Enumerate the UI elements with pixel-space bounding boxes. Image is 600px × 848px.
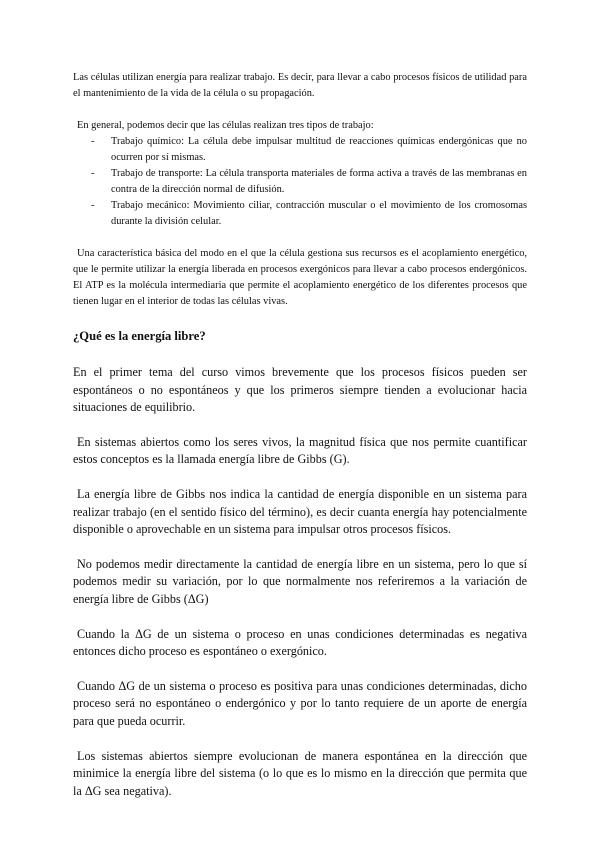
body-paragraph: La energía libre de Gibbs nos indica la cantidad de energía disponible en un sistema para realizar trabajo (en el sentido físico del término), es decir cuanta energía hay potencialmente disponible o aprovechable en un sistema para impulsar otros procesos físicos. (73, 486, 527, 537)
coupling-paragraph: Una característica básica del modo en el que la célula gestiona sus recursos es el acoplamiento energético, que le permite utilizar la energía liberada en procesos exergónicos para llevar a cabo procesos endergónicos. El ATP es la molécula intermediaria que permite el acoplamiento energético de los diferentes procesos que tienen lugar en el interior de todas las células vivas. (73, 248, 527, 307)
list-bullet: - (91, 168, 95, 179)
list-bullet: - (91, 136, 95, 147)
intro-paragraph: Las células utilizan energía para realizar trabajo. Es decir, para llevar a cabo procesos físicos de utilidad para el mantenimiento de la vida de la célula o su propagación. (73, 72, 527, 99)
list-item-text: Trabajo mecánico: Movimiento ciliar, contracción muscular o el movimiento de los cromosomas durante la división celular. (111, 200, 527, 227)
list-item-text: Trabajo químico: La célula debe impulsar multitud de reacciones químicas endergónicas que no ocurren por sí mismas. (111, 136, 527, 163)
body-paragraph: Cuando ΔG de un sistema o proceso es positiva para unas condiciones determinadas, dicho proceso será no espontáneo o endergónico y por lo tanto requiere de un aporte de energía para que pueda ocurrir. (73, 678, 527, 728)
body-paragraph: No podemos medir directamente la cantidad de energía libre en un sistema, pero lo que sí podemos medir su variación, por lo que normalmente nos referiremos a la variación de energía libre de Gibbs (ΔG) (73, 556, 527, 606)
list-bullet: - (91, 200, 95, 211)
work-types-list (73, 134, 527, 230)
body-paragraph: Los sistemas abiertos siempre evolucionan de manera espontánea en la dirección que minimice la energía libre del sistema (o lo que es lo mismo en la dirección que permita que la ΔG sea negativa). (73, 748, 527, 798)
work-types-intro: En general, podemos decir que las células realizan tres tipos de trabajo: (77, 120, 374, 131)
body-paragraph: Cuando la ΔG de un sistema o proceso en unas condiciones determinadas es negativa entonces dicho proceso es espontáneo o exergónico. (73, 626, 527, 659)
document-page (73, 70, 527, 800)
list-item (73, 166, 527, 198)
body-paragraph: En sistemas abiertos como los seres vivos, la magnitud física que nos permite cuantificar estos conceptos es la llamada energía libre de Gibbs (G). (73, 434, 527, 467)
body-paragraph: En el primer tema del curso vimos brevemente que los procesos físicos pueden ser espontáneos o no espontáneos y que los primeros siempre tienden a evolucionar hacia situaciones de equilibrio. (73, 365, 527, 415)
list-item (73, 198, 527, 230)
list-item-text: Trabajo de transporte: La célula transporta materiales de forma activa a través de las membranas en contra de la dirección normal de difusión. (111, 168, 527, 195)
list-item (73, 134, 527, 166)
section-heading: ¿Qué es la energía libre? (73, 329, 206, 343)
